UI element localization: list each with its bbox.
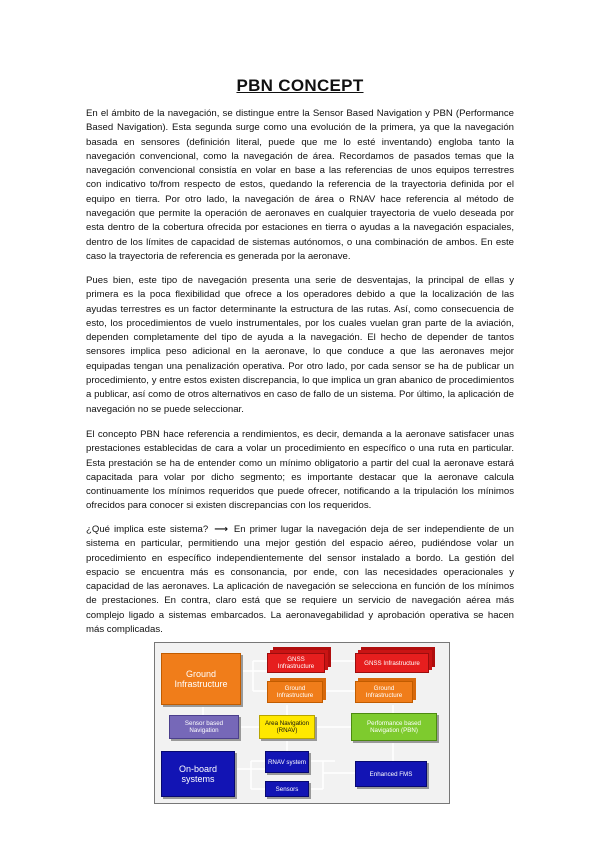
area-navigation-label: Area Navigation (RNAV) xyxy=(264,720,310,734)
arrow-icon: ⟶ xyxy=(214,524,228,535)
gnss-infrastructure-label: GNSS Infrastructure xyxy=(277,656,315,670)
on-board-systems-block xyxy=(161,751,235,797)
sensors-label: Sensors xyxy=(275,785,299,793)
sensors-block xyxy=(265,781,309,797)
paragraph-disadvantages: Pues bien, este tipo de navegación presenta una serie de desventajas, la principal de ellas y primera es la poca flexibilidad que ofrece a los operadores debido a que la localización de las ayudas terrestres es un factor determinante la estructura de las rutas. Así, como consecuencia de esto, los procedimientos de vuelo instrumentales, por los cuales vuelan gran parte de la aviación, dependen completamente del tipo de ayuda a la navegación. El hecho de depender de tantos sensores implica peso adicional en la aeronave, lo que conduce a que las aeronaves mejor equipadas tengan una penalización operativa. Por otro lado, por cada sensor se ha de publicar un procedimiento, y entre estos existen discrepancia, lo que implica un gran abanico de procedimientos a publicar, así como de otros alternativos en caso de fallo de un sistema. Por último, la aplicación de navegación no se puede seleccionar. xyxy=(86,275,514,415)
sensor-based-navigation-block xyxy=(169,715,239,739)
ground-infrastructure-right-label: Ground Infrastructure xyxy=(365,685,403,699)
performance-based-navigation-block xyxy=(351,713,437,741)
ground-infrastructure-label: Ground Infrastructure xyxy=(174,669,228,689)
gnss-infrastructure-right-block xyxy=(355,653,429,673)
ground-infrastructure-small-label: Ground Infrastructure xyxy=(276,685,314,699)
paragraph-pbn-concept: El concepto PBN hace referencia a rendimientos, es decir, demanda a la aeronave satisfacer unas prestaciones establecidas de cara a volar un procedimiento en específico o una ruta en particular. Esta prestación se ha de entender como un mínimo obligatorio a partir del cual la aeronave estará capacitada para volar por dicho segmento; es importante destacar que la aeronave calcula continuamente los mínimos requeridos que puede ofrecer, notificando a la tripulación los mínimos ofrecidos para conocer si existen discrepancias con los requeridos. xyxy=(86,429,514,512)
page-title: PBN CONCEPT xyxy=(236,76,364,95)
paragraph-implications xyxy=(86,523,514,637)
enhanced-fms-label: Enhanced FMS xyxy=(369,770,413,778)
enhanced-fms-block xyxy=(355,761,427,787)
sensor-based-navigation-label: Sensor based Navigation xyxy=(184,720,224,734)
area-navigation-block xyxy=(259,715,315,739)
ground-infrastructure-block xyxy=(161,653,241,705)
implications-text: En primer lugar la navegación deja de ser independiente de un sistema en particular, permitiendo una mejor gestión del espacio aéreo, pudiéndose volar un procedimiento en específico independientemente del sensor instalado a bordo. La gestión del espacio se encuentra más es consonancia, por ende, con las necesidades operacionales y capacidad de las aeronaves. La aplicación de navegación se selecciona en función de los mínimos de prestaciones. En contra, claro está que se requiere un servicio de navegación aérea más complejo ligado a sistemas embarcados. La aeronavegabilidad y aprobación operativa se hacen más complicadas. xyxy=(86,524,514,636)
pbn-concept-diagram xyxy=(154,642,450,804)
gnss-infrastructure-right-label: GNSS Infrastructure xyxy=(364,659,420,667)
question-text: ¿Qué implica este sistema? xyxy=(86,524,209,535)
paragraph-sensor-based-navigation: En el ámbito de la navegación, se distingue entre la Sensor Based Navigation y PBN (Performance Based Navigation). Esta segunda surge como una evolución de la primera, ya que la navegación basada en sensores (definición literal, puede que me lo esté inventando) engloba tanto la navegación convencional, como la navegación de área. Recordamos de pasados temas que la navegación convencional consistía en volar en base a las referencias de unos equipos terrestres con indicativo to/from respecto de estos, quedando la referencia de la trayectoria definida por el equipo en tierra. Por otro lado, la navegación de área o RNAV hace referencia al método de navegación que permite la operación de aeronaves en cualquier trayectoria de vuelo deseada por esta dentro de la cobertura ofrecida por estaciones en tierra o ayudas a la navegación espaciales, dentro de los límites de capacidad de sistemas autónomos, o una combinación de ambos. En este caso la trayectoria de referencia es generada por la aeronave. xyxy=(86,108,514,262)
gnss-infrastructure-block xyxy=(267,653,325,673)
on-board-systems-label: On-board systems xyxy=(178,764,218,784)
ground-infrastructure-small-block xyxy=(267,681,323,703)
rnav-system-label: RNAV system xyxy=(267,758,307,766)
rnav-system-block xyxy=(265,751,309,773)
performance-based-navigation-label: Performance based Navigation (PBN) xyxy=(367,720,421,734)
ground-infrastructure-right-block xyxy=(355,681,413,703)
